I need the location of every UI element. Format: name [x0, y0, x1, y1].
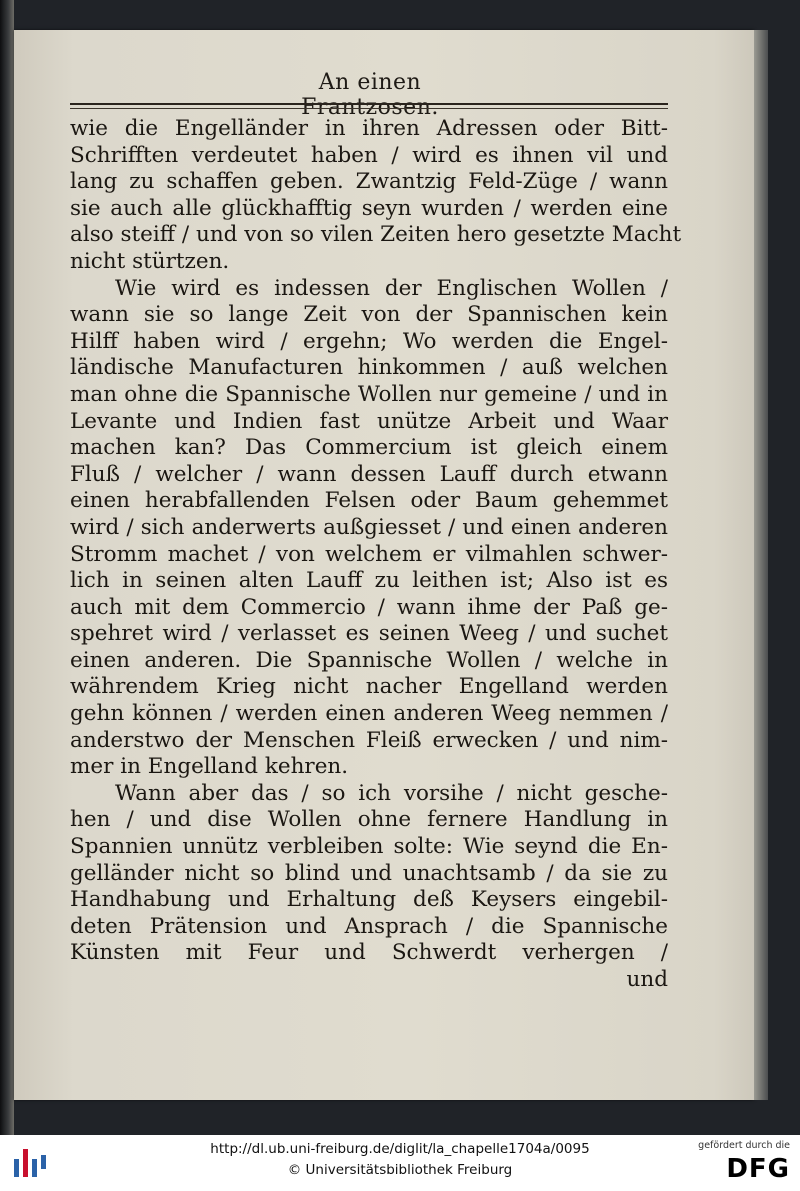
text-line: nicht stürtzen.: [70, 248, 230, 274]
text-line: mer in Engelland kehren.: [70, 754, 349, 780]
text-line: anderstwo der Menschen Fleiß erwecken / und nim-: [70, 727, 668, 753]
text-line: Schrifften verdeutet haben / wird es ihnen vil und: [70, 142, 668, 168]
header-rule: [70, 103, 668, 105]
text-line: einen herabfallenden Felsen oder Baum gehemmet: [70, 488, 668, 514]
page-edge: [754, 30, 768, 1100]
text-line: wird / sich anderwerts außgiesset / und einen anderen: [70, 514, 668, 540]
body-text: [70, 116, 682, 994]
text-line: Wann aber das / so ich vorsihe / nicht gesche-: [115, 780, 668, 806]
text-line: also steiff / und von so vilen Zeiten hero gesetzte Macht: [70, 222, 682, 248]
text-line: Fluß / welcher / wann dessen Lauff durch etwann: [70, 461, 668, 487]
text-line: wie die Engelländer in ihren Adressen oder Bitt-: [70, 116, 668, 141]
text-line: Stromm machet / von welchem er vilmahlen schwer-: [70, 541, 668, 567]
text-line: gelländer nicht so blind und unachtsamb / da sie zu: [70, 860, 668, 886]
text-line: machen kan? Das Commercium ist gleich einem: [70, 435, 668, 461]
text-line: gehn können / werden einen anderen Weeg nemmen /: [70, 701, 668, 727]
text-line: und: [626, 967, 668, 992]
dfg-logo: DFG: [726, 1154, 790, 1184]
text-line: Künsten mit Feur und Schwerdt verhergen /: [70, 940, 668, 966]
running-head: An einen: [318, 70, 422, 95]
text-line: lang zu schaffen geben. Zwantzig Feld-Züge / wann: [70, 169, 668, 195]
permalink-url[interactable]: http://dl.ub.uni-freiburg.de/diglit/la_chapelle1704a/0095: [210, 1141, 590, 1157]
text-line: deten Prätension und Ansprach / die Spannische: [70, 913, 668, 939]
text-line: Handhabung und Erhaltung deß Keysers eingebil-: [70, 887, 668, 913]
header-rule-thin: [70, 108, 668, 109]
copyright-notice: © Universitätsbibliothek Freiburg: [287, 1162, 513, 1178]
book-binding: [0, 0, 14, 1135]
text-line: auch mit dem Commercio / wann ihme der Paß ge-: [70, 594, 668, 620]
text-line: hen / und dise Wollen ohne fernere Handlung in: [70, 807, 668, 833]
text-line: einen anderen. Die Spannische Wollen / welche in: [70, 647, 668, 673]
ub-freiburg-logo-icon: [10, 1145, 50, 1183]
text-line: spehret wird / verlasset es seinen Weeg / und suchet: [70, 621, 668, 647]
text-line: Hilff haben wird / ergehn; Wo werden die Engel-: [70, 328, 668, 354]
text-line: sie auch alle glückhafftig seyn wurden / werden eine: [70, 195, 668, 221]
text-line: währendem Krieg nicht nacher Engelland werden: [70, 674, 668, 700]
funding-caption: gefördert durch die: [698, 1140, 790, 1151]
viewer-footer: [0, 1135, 800, 1191]
text-line: Spannien unnütz verbleiben solte: Wie seynd die En-: [70, 834, 668, 860]
text-line: Levante und Indien fast unütze Arbeit und Waar: [70, 408, 668, 434]
text-line: ländische Manufacturen hinkommen / auß welchen: [70, 355, 668, 381]
text-line: Wie wird es indessen der Englischen Wollen /: [115, 275, 668, 301]
text-line: lich in seinen alten Lauff zu leithen ist; Also ist es: [70, 568, 668, 594]
text-line: man ohne die Spannische Wollen nur gemeine / und in: [70, 381, 668, 407]
text-line: wann sie so lange Zeit von der Spannischen kein: [70, 302, 668, 328]
